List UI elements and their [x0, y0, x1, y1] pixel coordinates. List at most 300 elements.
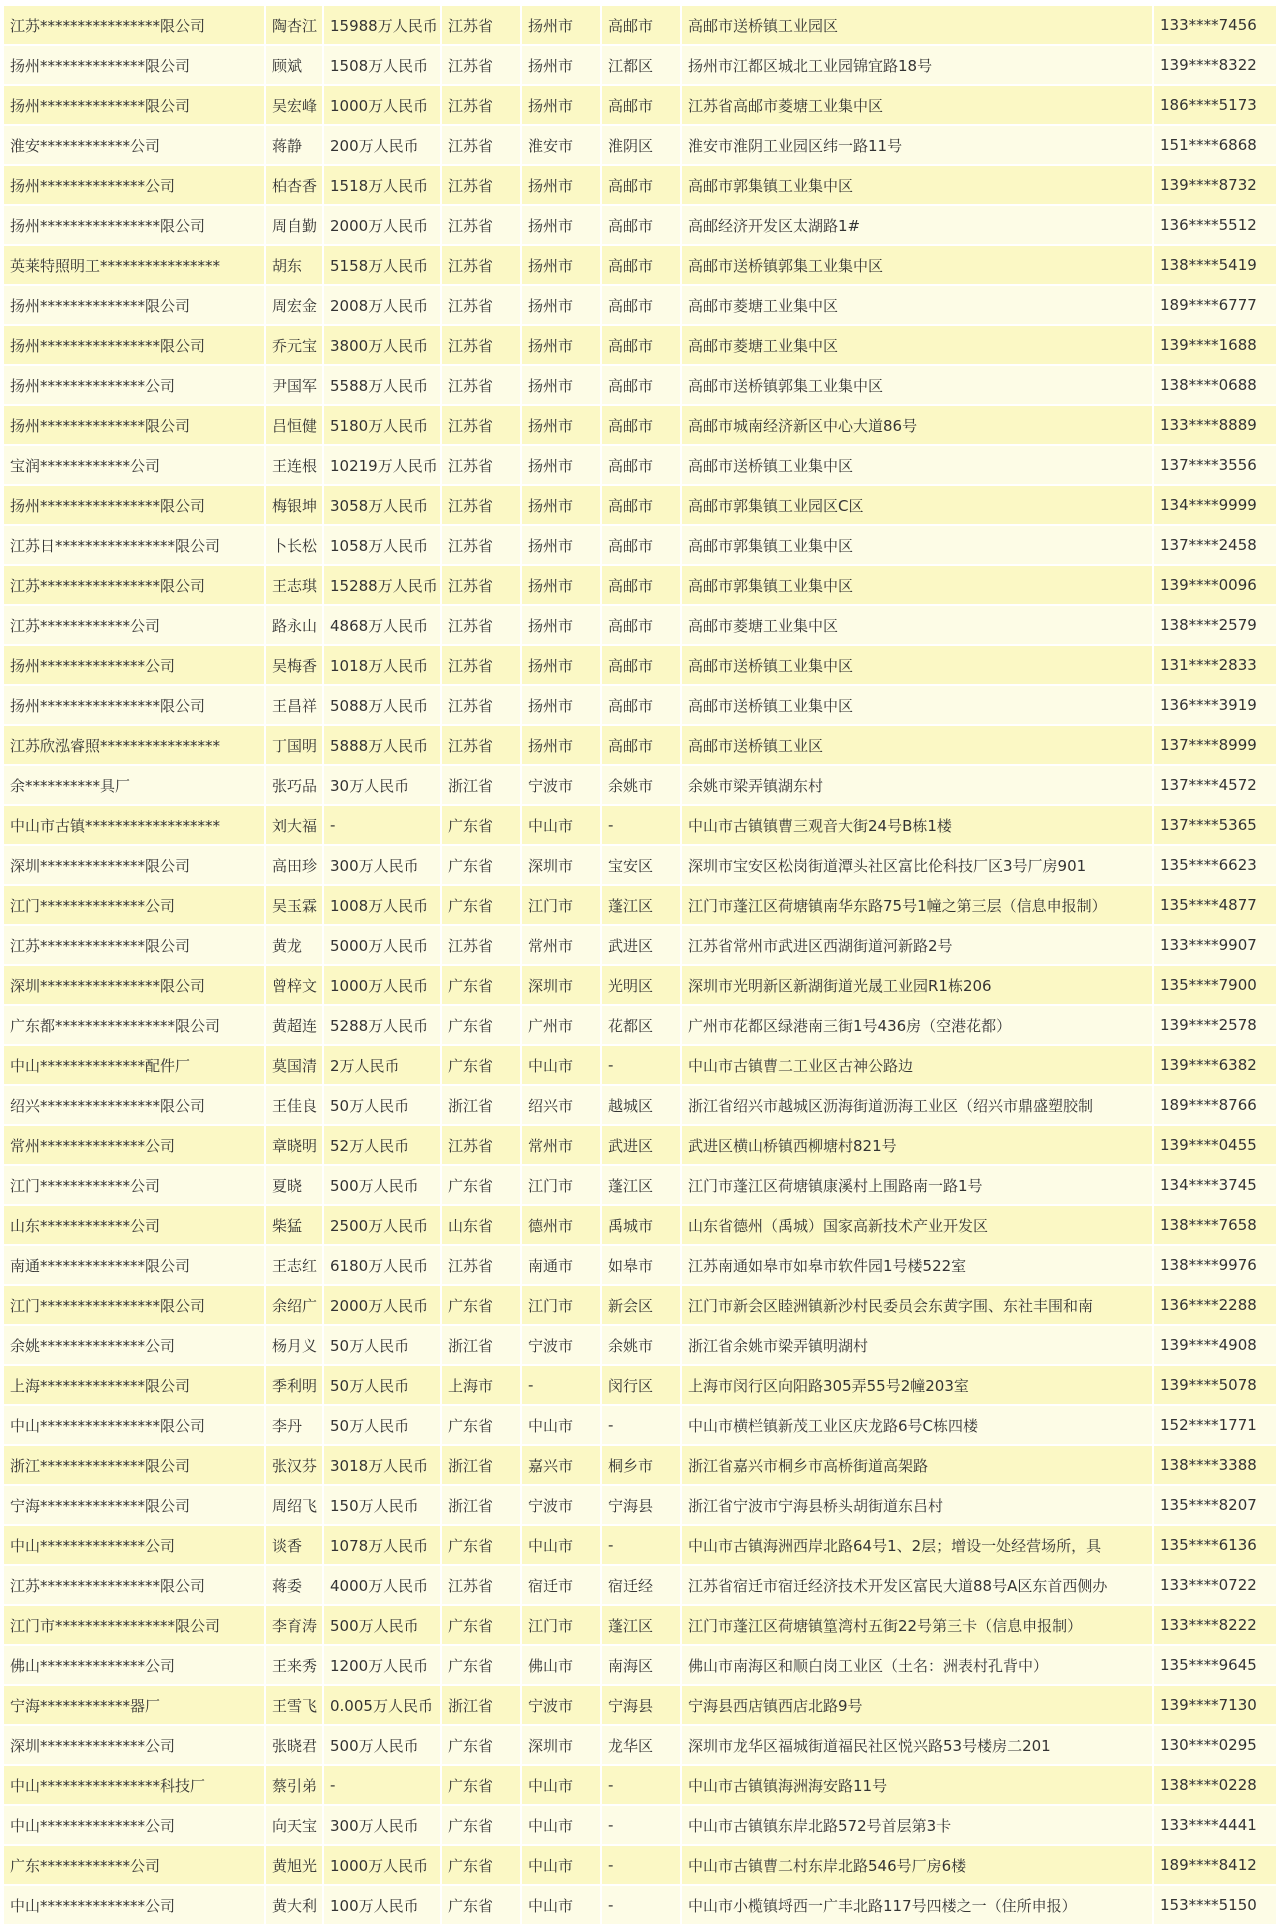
- address-cell: 余姚市梁弄镇湖东村: [682, 766, 1154, 804]
- legal-rep-cell: 黄大利: [266, 1886, 324, 1924]
- address-cell: 浙江省宁波市宁海县桥头胡街道东吕村: [682, 1486, 1154, 1524]
- address-cell: 高邮市送桥镇工业集中区: [682, 686, 1154, 724]
- address-cell: 中山市古镇镇曹三观音大街24号B栋1楼: [682, 806, 1154, 844]
- province-cell: 广东省: [442, 1646, 522, 1684]
- address-cell: 高邮市送桥镇工业区: [682, 726, 1154, 764]
- district-cell: 南海区: [602, 1646, 682, 1684]
- table-row: [4, 1086, 1276, 1124]
- city-cell: 扬州市: [522, 686, 602, 724]
- province-cell: 江苏省: [442, 246, 522, 284]
- province-cell: 江苏省: [442, 206, 522, 244]
- registered-capital-cell: 50万人民币: [324, 1326, 442, 1364]
- city-cell: 绍兴市: [522, 1086, 602, 1124]
- district-cell: 高邮市: [602, 446, 682, 484]
- legal-rep-cell: 曾梓文: [266, 966, 324, 1004]
- phone-cell: 189****6777: [1154, 286, 1276, 324]
- registered-capital-cell: 2000万人民币: [324, 1286, 442, 1324]
- legal-rep-cell: 蒋静: [266, 126, 324, 164]
- city-cell: 扬州市: [522, 526, 602, 564]
- address-cell: 高邮市送桥镇郭集工业集中区: [682, 246, 1154, 284]
- legal-rep-cell: 柴猛: [266, 1206, 324, 1244]
- city-cell: 南通市: [522, 1246, 602, 1284]
- table-row: [4, 686, 1276, 724]
- table-row: [4, 526, 1276, 564]
- phone-cell: 136****2288: [1154, 1286, 1276, 1324]
- company-name-cell: 淮安************公司: [4, 126, 266, 164]
- address-cell: 佛山市南海区和顺白岗工业区（土名：洲表村孔背中）: [682, 1646, 1154, 1684]
- district-cell: 如皋市: [602, 1246, 682, 1284]
- registered-capital-cell: 5000万人民币: [324, 926, 442, 964]
- district-cell: -: [602, 1406, 682, 1444]
- city-cell: 扬州市: [522, 726, 602, 764]
- company-name-cell: 宁海**************限公司: [4, 1486, 266, 1524]
- registered-capital-cell: 500万人民币: [324, 1726, 442, 1764]
- province-cell: 广东省: [442, 1606, 522, 1644]
- legal-rep-cell: 莫国清: [266, 1046, 324, 1084]
- province-cell: 广东省: [442, 846, 522, 884]
- table-row: [4, 46, 1276, 84]
- table-row: [4, 886, 1276, 924]
- phone-cell: 134****9999: [1154, 486, 1276, 524]
- legal-rep-cell: 刘大福: [266, 806, 324, 844]
- registered-capital-cell: 1518万人民币: [324, 166, 442, 204]
- address-cell: 高邮市送桥镇工业集中区: [682, 646, 1154, 684]
- phone-cell: 139****1688: [1154, 326, 1276, 364]
- phone-cell: 133****0722: [1154, 1566, 1276, 1604]
- legal-rep-cell: 梅银坤: [266, 486, 324, 524]
- address-cell: 武进区横山桥镇西柳塘村821号: [682, 1126, 1154, 1164]
- province-cell: 广东省: [442, 1766, 522, 1804]
- company-name-cell: 余**********具厂: [4, 766, 266, 804]
- company-name-cell: 余姚**************公司: [4, 1326, 266, 1364]
- company-name-cell: 江苏日****************限公司: [4, 526, 266, 564]
- district-cell: 越城区: [602, 1086, 682, 1124]
- legal-rep-cell: 柏杏香: [266, 166, 324, 204]
- legal-rep-cell: 王佳良: [266, 1086, 324, 1124]
- phone-cell: 189****8766: [1154, 1086, 1276, 1124]
- company-name-cell: 江苏欣泓睿照****************: [4, 726, 266, 764]
- address-cell: 中山市古镇曹二工业区古神公路边: [682, 1046, 1154, 1084]
- company-name-cell: 山东************公司: [4, 1206, 266, 1244]
- company-name-cell: 扬州**************限公司: [4, 286, 266, 324]
- address-cell: 广州市花都区绿港南三街1号436房（空港花都）: [682, 1006, 1154, 1044]
- district-cell: -: [602, 1526, 682, 1564]
- city-cell: 中山市: [522, 1406, 602, 1444]
- address-cell: 高邮市郭集镇工业集中区: [682, 166, 1154, 204]
- district-cell: 高邮市: [602, 6, 682, 44]
- province-cell: 广东省: [442, 1166, 522, 1204]
- table-row: [4, 1166, 1276, 1204]
- address-cell: 中山市古镇海洲西岸北路64号1、2层；增设一处经营场所，具: [682, 1526, 1154, 1564]
- province-cell: 广东省: [442, 1406, 522, 1444]
- phone-cell: 139****5078: [1154, 1366, 1276, 1404]
- address-cell: 浙江省余姚市梁弄镇明湖村: [682, 1326, 1154, 1364]
- phone-cell: 133****8889: [1154, 406, 1276, 444]
- province-cell: 上海市: [442, 1366, 522, 1404]
- district-cell: 高邮市: [602, 606, 682, 644]
- company-table: [4, 4, 1276, 1926]
- district-cell: 蓬江区: [602, 1606, 682, 1644]
- legal-rep-cell: 卜长松: [266, 526, 324, 564]
- address-cell: 高邮市郭集镇工业集中区: [682, 566, 1154, 604]
- district-cell: -: [602, 1886, 682, 1924]
- legal-rep-cell: 谈香: [266, 1526, 324, 1564]
- address-cell: 中山市古镇镇东岸北路572号首层第3卡: [682, 1806, 1154, 1844]
- district-cell: -: [602, 1046, 682, 1084]
- province-cell: 广东省: [442, 1526, 522, 1564]
- province-cell: 浙江省: [442, 766, 522, 804]
- address-cell: 江苏省高邮市菱塘工业集中区: [682, 86, 1154, 124]
- table-row: [4, 1526, 1276, 1564]
- address-cell: 浙江省嘉兴市桐乡市高桥街道高架路: [682, 1446, 1154, 1484]
- legal-rep-cell: 周绍飞: [266, 1486, 324, 1524]
- province-cell: 江苏省: [442, 326, 522, 364]
- phone-cell: 138****7658: [1154, 1206, 1276, 1244]
- legal-rep-cell: 张汉芬: [266, 1446, 324, 1484]
- address-cell: 江门市蓬江区荷塘镇南华东路75号1幢之第三层（信息申报制）: [682, 886, 1154, 924]
- address-cell: 中山市古镇曹二村东岸北路546号厂房6楼: [682, 1846, 1154, 1884]
- registered-capital-cell: 200万人民币: [324, 126, 442, 164]
- registered-capital-cell: 50万人民币: [324, 1366, 442, 1404]
- province-cell: 广东省: [442, 1046, 522, 1084]
- address-cell: 中山市古镇镇海洲海安路11号: [682, 1766, 1154, 1804]
- legal-rep-cell: 吕恒健: [266, 406, 324, 444]
- table-row: [4, 766, 1276, 804]
- phone-cell: 134****3745: [1154, 1166, 1276, 1204]
- table-row: [4, 846, 1276, 884]
- address-cell: 中山市横栏镇新茂工业区庆龙路6号C栋四楼: [682, 1406, 1154, 1444]
- phone-cell: 139****0455: [1154, 1126, 1276, 1164]
- legal-rep-cell: 李丹: [266, 1406, 324, 1444]
- registered-capital-cell: 1018万人民币: [324, 646, 442, 684]
- address-cell: 高邮市送桥镇工业园区: [682, 6, 1154, 44]
- province-cell: 江苏省: [442, 6, 522, 44]
- province-cell: 江苏省: [442, 126, 522, 164]
- city-cell: 扬州市: [522, 606, 602, 644]
- registered-capital-cell: 2008万人民币: [324, 286, 442, 324]
- registered-capital-cell: 3058万人民币: [324, 486, 442, 524]
- city-cell: 江门市: [522, 1166, 602, 1204]
- table-row: [4, 246, 1276, 284]
- registered-capital-cell: 1000万人民币: [324, 1846, 442, 1884]
- province-cell: 江苏省: [442, 686, 522, 724]
- province-cell: 江苏省: [442, 1566, 522, 1604]
- legal-rep-cell: 黄超连: [266, 1006, 324, 1044]
- province-cell: 广东省: [442, 1286, 522, 1324]
- province-cell: 浙江省: [442, 1326, 522, 1364]
- city-cell: 江门市: [522, 886, 602, 924]
- company-name-cell: 常州**************公司: [4, 1126, 266, 1164]
- district-cell: 武进区: [602, 926, 682, 964]
- registered-capital-cell: 3800万人民币: [324, 326, 442, 364]
- registered-capital-cell: 50万人民币: [324, 1086, 442, 1124]
- legal-rep-cell: 王昌祥: [266, 686, 324, 724]
- phone-cell: 151****6868: [1154, 126, 1276, 164]
- company-name-cell: 深圳**************限公司: [4, 846, 266, 884]
- address-cell: 高邮市城南经济新区中心大道86号: [682, 406, 1154, 444]
- city-cell: 中山市: [522, 806, 602, 844]
- province-cell: 江苏省: [442, 46, 522, 84]
- province-cell: 江苏省: [442, 86, 522, 124]
- district-cell: 新会区: [602, 1286, 682, 1324]
- company-name-cell: 江门**************公司: [4, 886, 266, 924]
- district-cell: -: [602, 1806, 682, 1844]
- company-name-cell: 中山****************科技厂: [4, 1766, 266, 1804]
- city-cell: 嘉兴市: [522, 1446, 602, 1484]
- table-row: [4, 1566, 1276, 1604]
- address-cell: 高邮市郭集镇工业集中区: [682, 526, 1154, 564]
- company-name-cell: 扬州**************限公司: [4, 406, 266, 444]
- district-cell: 高邮市: [602, 326, 682, 364]
- city-cell: 宿迁市: [522, 1566, 602, 1604]
- registered-capital-cell: 15988万人民币: [324, 6, 442, 44]
- company-name-cell: 深圳**************公司: [4, 1726, 266, 1764]
- registered-capital-cell: -: [324, 806, 442, 844]
- phone-cell: 189****8412: [1154, 1846, 1276, 1884]
- company-name-cell: 英莱特照明工****************: [4, 246, 266, 284]
- address-cell: 浙江省绍兴市越城区沥海街道沥海工业区（绍兴市鼎盛塑胶制: [682, 1086, 1154, 1124]
- address-cell: 深圳市宝安区松岗街道潭头社区富比伦科技厂区3号厂房901: [682, 846, 1154, 884]
- company-name-cell: 中山**************配件厂: [4, 1046, 266, 1084]
- phone-cell: 137****8999: [1154, 726, 1276, 764]
- table-row: [4, 1486, 1276, 1524]
- province-cell: 广东省: [442, 806, 522, 844]
- company-name-cell: 深圳****************限公司: [4, 966, 266, 1004]
- province-cell: 广东省: [442, 886, 522, 924]
- registered-capital-cell: 1000万人民币: [324, 966, 442, 1004]
- legal-rep-cell: 乔元宝: [266, 326, 324, 364]
- phone-cell: 138****3388: [1154, 1446, 1276, 1484]
- table-row: [4, 366, 1276, 404]
- table-row: [4, 126, 1276, 164]
- phone-cell: 139****7130: [1154, 1686, 1276, 1724]
- address-cell: 宁海县西店镇西店北路9号: [682, 1686, 1154, 1724]
- city-cell: 佛山市: [522, 1646, 602, 1684]
- legal-rep-cell: 周宏金: [266, 286, 324, 324]
- legal-rep-cell: 陶杏江: [266, 6, 324, 44]
- company-name-cell: 江苏**************限公司: [4, 926, 266, 964]
- phone-cell: 136****5512: [1154, 206, 1276, 244]
- city-cell: 常州市: [522, 1126, 602, 1164]
- table-row: [4, 1246, 1276, 1284]
- city-cell: 扬州市: [522, 486, 602, 524]
- legal-rep-cell: 章晓明: [266, 1126, 324, 1164]
- legal-rep-cell: 吴玉霖: [266, 886, 324, 924]
- registered-capital-cell: 4000万人民币: [324, 1566, 442, 1604]
- legal-rep-cell: 杨月义: [266, 1326, 324, 1364]
- legal-rep-cell: 蔡引弟: [266, 1766, 324, 1804]
- district-cell: 高邮市: [602, 366, 682, 404]
- city-cell: 德州市: [522, 1206, 602, 1244]
- phone-cell: 139****6382: [1154, 1046, 1276, 1084]
- legal-rep-cell: 向天宝: [266, 1806, 324, 1844]
- registered-capital-cell: 5288万人民币: [324, 1006, 442, 1044]
- company-name-cell: 扬州****************限公司: [4, 686, 266, 724]
- province-cell: 江苏省: [442, 726, 522, 764]
- table-row: [4, 166, 1276, 204]
- district-cell: 高邮市: [602, 86, 682, 124]
- legal-rep-cell: 蒋委: [266, 1566, 324, 1604]
- province-cell: 广东省: [442, 1726, 522, 1764]
- company-name-cell: 扬州**************公司: [4, 166, 266, 204]
- district-cell: 江都区: [602, 46, 682, 84]
- registered-capital-cell: 15288万人民币: [324, 566, 442, 604]
- district-cell: 宁海县: [602, 1686, 682, 1724]
- province-cell: 广东省: [442, 966, 522, 1004]
- district-cell: 光明区: [602, 966, 682, 1004]
- phone-cell: 135****4877: [1154, 886, 1276, 924]
- district-cell: -: [602, 1766, 682, 1804]
- legal-rep-cell: 胡东: [266, 246, 324, 284]
- company-name-cell: 江门************公司: [4, 1166, 266, 1204]
- phone-cell: 139****4908: [1154, 1326, 1276, 1364]
- company-name-cell: 扬州**************公司: [4, 366, 266, 404]
- company-name-cell: 宁海************器厂: [4, 1686, 266, 1724]
- district-cell: 宿迁经: [602, 1566, 682, 1604]
- company-name-cell: 扬州****************限公司: [4, 206, 266, 244]
- legal-rep-cell: 李育涛: [266, 1606, 324, 1644]
- address-cell: 高邮经济开发区太湖路1#: [682, 206, 1154, 244]
- company-name-cell: 江苏************公司: [4, 606, 266, 644]
- city-cell: 扬州市: [522, 326, 602, 364]
- table-row: [4, 1606, 1276, 1644]
- company-name-cell: 南通**************限公司: [4, 1246, 266, 1284]
- table-row: [4, 1326, 1276, 1364]
- table-row: [4, 1446, 1276, 1484]
- table-row: [4, 566, 1276, 604]
- legal-rep-cell: 丁国明: [266, 726, 324, 764]
- province-cell: 江苏省: [442, 646, 522, 684]
- city-cell: 中山市: [522, 1846, 602, 1884]
- table-row: [4, 606, 1276, 644]
- table-row: [4, 1046, 1276, 1084]
- phone-cell: 135****8207: [1154, 1486, 1276, 1524]
- phone-cell: 130****0295: [1154, 1726, 1276, 1764]
- legal-rep-cell: 吴宏峰: [266, 86, 324, 124]
- address-cell: 高邮市送桥镇郭集工业集中区: [682, 366, 1154, 404]
- province-cell: 山东省: [442, 1206, 522, 1244]
- registered-capital-cell: 5088万人民币: [324, 686, 442, 724]
- district-cell: 蓬江区: [602, 886, 682, 924]
- province-cell: 江苏省: [442, 406, 522, 444]
- table-row: [4, 1846, 1276, 1884]
- district-cell: 禹城市: [602, 1206, 682, 1244]
- table-row: [4, 1806, 1276, 1844]
- city-cell: 扬州市: [522, 86, 602, 124]
- table-row: [4, 1686, 1276, 1724]
- registered-capital-cell: 1200万人民币: [324, 1646, 442, 1684]
- legal-rep-cell: 王雪飞: [266, 1686, 324, 1724]
- company-name-cell: 中山**************公司: [4, 1806, 266, 1844]
- phone-cell: 139****2578: [1154, 1006, 1276, 1044]
- registered-capital-cell: 500万人民币: [324, 1166, 442, 1204]
- address-cell: 江门市新会区睦洲镇新沙村民委员会东黄字围、东社丰围和南: [682, 1286, 1154, 1324]
- province-cell: 广东省: [442, 1806, 522, 1844]
- address-cell: 江门市蓬江区荷塘镇篁湾村五街22号第三卡（信息申报制）: [682, 1606, 1154, 1644]
- district-cell: 高邮市: [602, 206, 682, 244]
- district-cell: 高邮市: [602, 686, 682, 724]
- legal-rep-cell: 高田珍: [266, 846, 324, 884]
- legal-rep-cell: 王志琪: [266, 566, 324, 604]
- company-name-cell: 中山****************限公司: [4, 1406, 266, 1444]
- company-name-cell: 佛山**************公司: [4, 1646, 266, 1684]
- table-row: [4, 806, 1276, 844]
- city-cell: 江门市: [522, 1606, 602, 1644]
- company-name-cell: 扬州****************限公司: [4, 326, 266, 364]
- phone-cell: 138****5419: [1154, 246, 1276, 284]
- registered-capital-cell: 1008万人民币: [324, 886, 442, 924]
- city-cell: 扬州市: [522, 206, 602, 244]
- registered-capital-cell: 1058万人民币: [324, 526, 442, 564]
- address-cell: 扬州市江都区城北工业园锦宜路18号: [682, 46, 1154, 84]
- company-name-cell: 江门市****************限公司: [4, 1606, 266, 1644]
- district-cell: 高邮市: [602, 246, 682, 284]
- address-cell: 江苏南通如皋市如皋市软件园1号楼522室: [682, 1246, 1154, 1284]
- phone-cell: 138****0228: [1154, 1766, 1276, 1804]
- province-cell: 江苏省: [442, 606, 522, 644]
- company-name-cell: 浙江**************限公司: [4, 1446, 266, 1484]
- table-row: [4, 86, 1276, 124]
- registered-capital-cell: 30万人民币: [324, 766, 442, 804]
- company-name-cell: 中山**************公司: [4, 1886, 266, 1924]
- registered-capital-cell: 2万人民币: [324, 1046, 442, 1084]
- address-cell: 江苏省常州市武进区西湖街道河新路2号: [682, 926, 1154, 964]
- legal-rep-cell: 周自勤: [266, 206, 324, 244]
- district-cell: 余姚市: [602, 766, 682, 804]
- company-name-cell: 扬州**************限公司: [4, 46, 266, 84]
- table-row: [4, 646, 1276, 684]
- address-cell: 高邮市菱塘工业集中区: [682, 326, 1154, 364]
- city-cell: 扬州市: [522, 246, 602, 284]
- district-cell: 桐乡市: [602, 1446, 682, 1484]
- legal-rep-cell: 王连根: [266, 446, 324, 484]
- address-cell: 山东省德州（禹城）国家高新技术产业开发区: [682, 1206, 1154, 1244]
- table-row: [4, 206, 1276, 244]
- company-name-cell: 江苏****************限公司: [4, 6, 266, 44]
- company-name-cell: 上海**************限公司: [4, 1366, 266, 1404]
- phone-cell: 133****9907: [1154, 926, 1276, 964]
- registered-capital-cell: 1000万人民币: [324, 86, 442, 124]
- table-row: [4, 6, 1276, 44]
- registered-capital-cell: 6180万人民币: [324, 1246, 442, 1284]
- district-cell: 宝安区: [602, 846, 682, 884]
- province-cell: 广东省: [442, 1006, 522, 1044]
- table-row: [4, 1726, 1276, 1764]
- city-cell: 中山市: [522, 1766, 602, 1804]
- district-cell: 余姚市: [602, 1326, 682, 1364]
- district-cell: 淮阴区: [602, 126, 682, 164]
- city-cell: 扬州市: [522, 286, 602, 324]
- company-name-cell: 江门****************限公司: [4, 1286, 266, 1324]
- legal-rep-cell: 黄龙: [266, 926, 324, 964]
- city-cell: 深圳市: [522, 966, 602, 1004]
- legal-rep-cell: 张巧品: [266, 766, 324, 804]
- province-cell: 浙江省: [442, 1086, 522, 1124]
- city-cell: 扬州市: [522, 406, 602, 444]
- phone-cell: 139****8322: [1154, 46, 1276, 84]
- registered-capital-cell: 52万人民币: [324, 1126, 442, 1164]
- table-row: [4, 966, 1276, 1004]
- city-cell: 扬州市: [522, 46, 602, 84]
- table-row: [4, 1126, 1276, 1164]
- district-cell: 武进区: [602, 1126, 682, 1164]
- legal-rep-cell: 顾斌: [266, 46, 324, 84]
- province-cell: 广东省: [442, 1886, 522, 1924]
- district-cell: 高邮市: [602, 166, 682, 204]
- table-row: [4, 286, 1276, 324]
- table-row: [4, 1646, 1276, 1684]
- city-cell: 淮安市: [522, 126, 602, 164]
